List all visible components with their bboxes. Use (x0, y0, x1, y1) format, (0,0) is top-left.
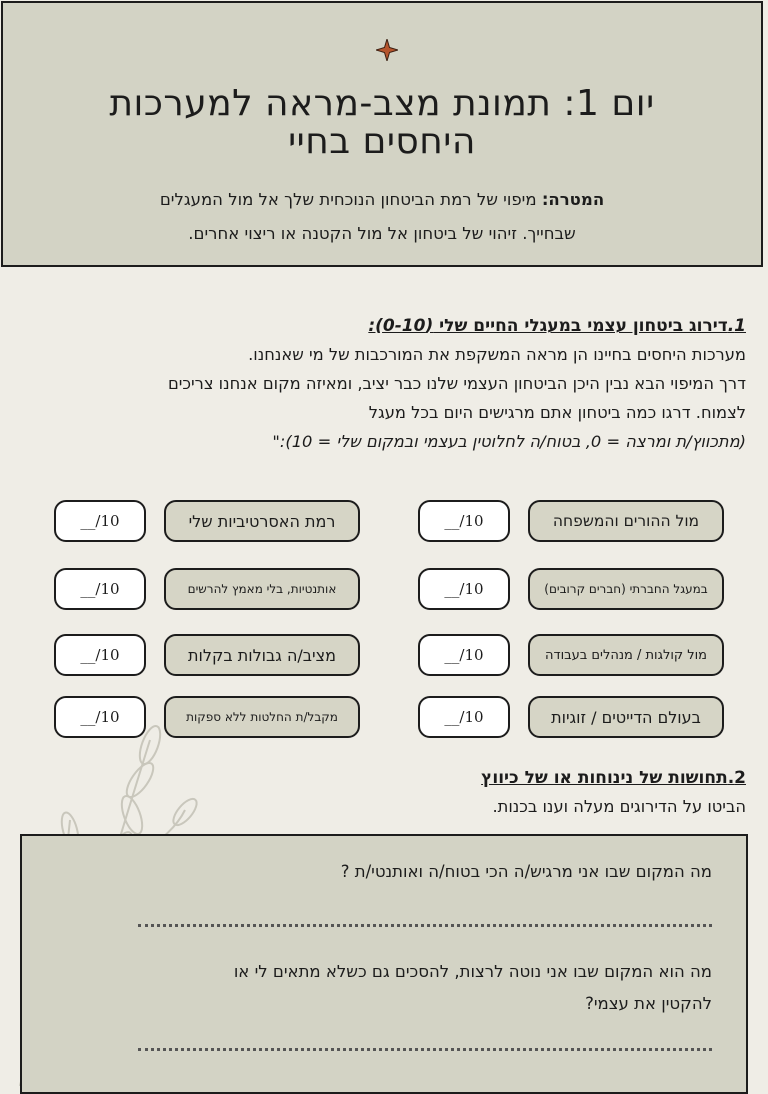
rating-score-dating[interactable]: __/10 (418, 696, 510, 738)
goal-line-2: שבחייך. זיהוי של ביטחון אל מול הקטנה או ריצוי אחרים. (188, 224, 576, 243)
section-1-line-4: (מתכווץ/ת ומרצה = 0, בטוח/ה לחלוטין בעצמי ובמקום שלי = 10):" (272, 432, 746, 451)
rating-label-work: מול קולגות / מנהלים בעבודה (528, 634, 724, 676)
section-2 (46, 764, 746, 822)
rating-score-decisions[interactable]: __/10 (54, 696, 146, 738)
section-1-line-3: לצמוח. דרגו כמה ביטחון אתם מרגישים היום בכל מעגל (368, 403, 746, 422)
section-1-title-text: דירוג ביטחון עצמי במעגלי החיים שלי (433, 316, 728, 336)
sparkle-star-icon (376, 39, 398, 61)
section-1-range: (0-10): (368, 316, 434, 336)
rating-label-decisions: מקבל/ת החלטות ללא ספקות (164, 696, 360, 738)
rating-label-family: מול ההורים והמשפחה (528, 500, 724, 542)
title-line-1: יום 1: תמונת מצב-מראה למערכות (109, 83, 655, 124)
section-2-subtitle: הביטו על הדירוגים מעלה וענו בכנות. (492, 797, 746, 816)
question-2 (52, 956, 712, 1020)
rating-label-dating: בעולם הדייטים / זוגיות (528, 696, 724, 738)
section-2-title-text: תחושות של נינוחות או של כיווץ (481, 768, 728, 788)
goal-line-1: מיפוי של רמת הביטחון הנוכחית שלך אל מול המעגלים (159, 190, 542, 209)
section-1-line-1: מערכות היחסים בחיינו הן מראה המשקפת את המורכבות של מי שאנחנו. (248, 345, 746, 364)
answer-line-1[interactable] (138, 924, 712, 927)
goal-text (63, 183, 701, 251)
rating-score-family[interactable]: __/10 (418, 500, 510, 542)
section-1 (40, 312, 746, 456)
rating-label-assertiveness: רמת האסרטיביות שלי (164, 500, 360, 542)
section-2-number: 2. (727, 768, 746, 788)
section-1-line-2: דרך המיפוי הבא נבין היכן הביטחון העצמי שלנו כבר יציב, ומאיזה מקום אנחנו צריכים (167, 374, 746, 393)
rating-score-boundaries[interactable]: __/10 (54, 634, 146, 676)
section-1-number: 1. (727, 316, 746, 336)
question-2-line-2: להקטין את עצמי? (585, 994, 712, 1013)
question-1: מה המקום שבו אני מרגיש/ה הכי בטוח/ה ואותנטי/ת ? (340, 862, 712, 881)
rating-score-friends[interactable]: __/10 (418, 568, 510, 610)
section-2-title (46, 764, 746, 792)
rating-label-friends: במעגל החברתי (חברים קרובים) (528, 568, 724, 610)
section-1-title (40, 312, 746, 340)
page-title (3, 85, 761, 161)
rating-label-boundaries: מציב/ה גבולות בקלות (164, 634, 360, 676)
rating-label-authenticity: אותנטיות, בלי מאמץ להרשים (164, 568, 360, 610)
question-2-line-1: מה הוא המקום שבו אני נוטה לרצות, להסכים גם כשלא מתאים לי או (233, 962, 712, 981)
answer-line-2[interactable] (138, 1048, 712, 1051)
rating-score-work[interactable]: __/10 (418, 634, 510, 676)
header-box (1, 1, 763, 267)
rating-score-authenticity[interactable]: __/10 (54, 568, 146, 610)
goal-label: המטרה: (541, 190, 605, 209)
rating-score-assertiveness[interactable]: __/10 (54, 500, 146, 542)
title-line-2: היחסים בחיי (288, 121, 476, 162)
questions-box (20, 834, 748, 1094)
